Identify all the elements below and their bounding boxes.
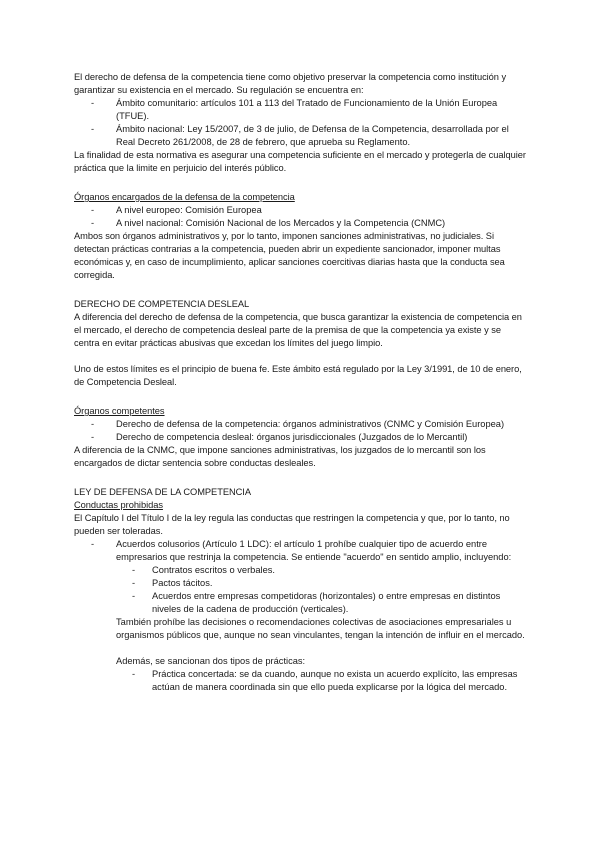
ley-subheading: Conductas prohibidas [74,500,163,510]
intro-list [74,97,526,149]
ley-sublist [116,564,526,616]
sublist-item: - Pactos tácitos. [116,577,526,590]
list-item: - A nivel europeo: Comisión Europea [74,204,526,217]
intro-paragraph-2: La finalidad de esta normativa es asegurar una competencia suficiente en el mercado y protegerla de cualquier práctica que la limite en perjuicio del interés público. [74,150,526,173]
list-item: - Ámbito nacional: Ley 15/2007, de 3 de julio, de Defensa de la Competencia, desarrollada por el Real Decreto 261/2008, de 28 de febrero, que aprueba su Reglamento. [74,123,526,149]
document-page [74,71,526,694]
competentes-paragraph: A diferencia de la CNMC, que impone sanciones administrativas, los juzgados de lo mercantil son los encargados de dictar sentencia sobre conductas desleales. [74,445,486,468]
desleal-paragraph-2: Uno de estos límites es el principio de buena fe. Este ámbito está regulado por la Ley 3/1991, de 10 de enero, de Competencia Desleal. [74,364,522,387]
ley-paragraph-2: También prohíbe las decisiones o recomendaciones colectivas de asociaciones empresariales u organismos públicos que, aunque no sean vinculantes, tengan la intención de influir en el mercado. [116,617,525,640]
organos-list [74,204,526,230]
list-item: - Ámbito comunitario: artículos 101 a 113 del Tratado de Funcionamiento de la Unión Europea (TFUE). [74,97,526,123]
desleal-paragraph: A diferencia del derecho de defensa de la competencia, que busca garantizar la existencia de competencia en el mercado, el derecho de competencia desleal parte de la premisa de que la competencia ya existe y se centra en evitar prácticas abusivas que excedan los límites del juego limpio. [74,312,522,348]
list-item: - A nivel nacional: Comisión Nacional de los Mercados y la Competencia (CNMC) [74,217,526,230]
intro-paragraph: El derecho de defensa de la competencia tiene como objetivo preservar la competencia como institución y garantizar su existencia en el mercado. Su regulación se encuentra en: [74,72,507,95]
list-item: - Derecho de competencia desleal: órganos jurisdiccionales (Juzgados de lo Mercantil) [74,431,526,444]
practicas-list [116,668,526,694]
desleal-heading: DERECHO DE COMPETENCIA DESLEAL [74,299,250,309]
list-item: - Derecho de defensa de la competencia: órganos administrativos (CNMC y Comisión Europea) [74,418,526,431]
ley-paragraph: El Capítulo I del Título I de la ley regula las conductas que restringen la competencia y que, por lo tanto, no pueden ser toleradas. [74,513,510,536]
organos-paragraph: Ambos son órganos administrativos y, por lo tanto, imponen sanciones administrativas, no judiciales. Si detectan prácticas contrarias a la competencia, pueden abrir un expediente sancionador, imponer multas económicas y, en caso de incumplimiento, aplicar sanciones coercitivas diarias hasta que la conducta sea corregida. [74,231,505,280]
sublist-item: - Práctica concertada: se da cuando, aunque no exista un acuerdo explícito, las empresas actúan de manera coordinada sin que ello pueda explicarse por la lógica del mercado. [116,668,526,694]
competentes-list [74,418,526,444]
ley-list [74,538,526,694]
ley-paragraph-3: Además, se sancionan dos tipos de prácticas: [116,656,306,666]
competentes-heading: Órganos competentes [74,406,165,416]
list-item [74,538,526,694]
acuerdos-text: Acuerdos colusorios (Artículo 1 LDC): el artículo 1 prohíbe cualquier tipo de acuerdo entre empresarios que restrinja la competencia. Se entiende "acuerdo" en sentido amplio, incluyendo: [116,539,512,562]
sublist-item: - Acuerdos entre empresas competidoras (horizontales) o entre empresas en distintos niveles de la cadena de producción (verticales). [116,590,526,616]
sublist-item: - Contratos escritos o verbales. [116,564,526,577]
organos-heading: Órganos encargados de la defensa de la competencia [74,192,295,202]
ley-heading: LEY DE DEFENSA DE LA COMPETENCIA [74,487,251,497]
